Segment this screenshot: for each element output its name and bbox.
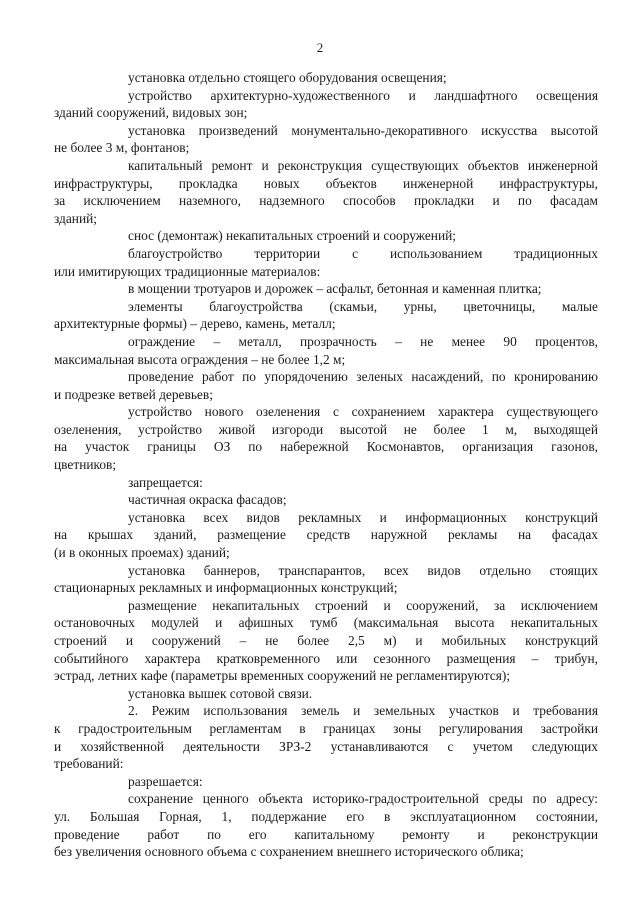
paragraph	[54, 403, 598, 473]
text-line: установка вышек сотовой связи.	[128, 685, 313, 701]
text-line: инфраструктуры, прокладка новых объектов инженерной инфраструктуры,	[54, 175, 598, 191]
text-line: не более 3 м, фонтанов;	[54, 140, 190, 156]
text-line: установка всех видов рекламных и информационных конструкций	[128, 509, 598, 525]
paragraph	[54, 87, 598, 122]
text-line: проведение работ по его капитальному ремонту и реконструкции	[54, 826, 598, 842]
text-line: элементы благоустройства (скамьи, урны, цветочницы, малые	[128, 298, 598, 314]
paragraph	[54, 790, 598, 860]
text-line: 2. Режим использования земель и земельных участков и требования	[128, 703, 598, 719]
text-line: сохранение ценного объекта историко-градостроительной среды по адресу:	[128, 791, 598, 807]
text-line: снос (демонтаж) некапитальных строений и сооружений;	[128, 228, 457, 244]
text-line: к градостроительным регламентам в границах зоны регулирования застройки	[54, 720, 598, 736]
text-line: запрещается:	[128, 474, 203, 490]
text-line: строений и сооружений – не более 2,5 м) и мобильных конструкций	[54, 633, 598, 648]
paragraph	[54, 245, 598, 280]
text-line: стационарных рекламных и информационных конструкций;	[54, 580, 398, 596]
text-line: (и в оконных проемах) зданий;	[54, 545, 230, 561]
paragraph	[91, 227, 598, 245]
text-line: устройство архитектурно-художественного и ландшафтного освещения	[128, 87, 598, 103]
paragraph	[54, 122, 598, 157]
text-line: частичная окраска фасадов;	[128, 492, 287, 508]
text-line: в мощении тротуаров и дорожек – асфальт, бетонная и каменная плитка;	[128, 281, 542, 297]
paragraph	[91, 69, 598, 87]
text-line: событийного характера кратковременного или сезонного размещения – трибун,	[54, 650, 598, 666]
text-line: и хозяйственной деятельности ЗРЗ-2 устанавливаются с учетом следующих	[54, 738, 598, 754]
text-line: ул. Большая Горная, 1, поддержание его в эксплуатационном состоянии,	[54, 808, 598, 824]
text-line: капитальный ремонт и реконструкция существующих объектов инженерной	[128, 157, 598, 173]
text-line: или имитирующих традиционные материалов:	[54, 263, 321, 279]
text-line: и подрезке ветвей деревьев;	[54, 386, 213, 402]
text-line: требований:	[54, 756, 124, 772]
paragraph	[54, 562, 598, 597]
text-line: размещение некапитальных строений и сооружений, за исключением	[128, 597, 598, 613]
text-line: установка баннеров, транспарантов, всех видов отдельно стоящих	[128, 562, 598, 578]
paragraph	[91, 474, 598, 492]
paragraph	[91, 685, 598, 703]
page-number: 2	[316, 40, 324, 55]
paragraph	[54, 333, 598, 368]
paragraph	[54, 157, 598, 227]
paragraph	[54, 298, 598, 333]
text-line: за исключением наземного, надземного способов прокладки и по фасадам	[54, 193, 598, 209]
text-line: на крышах зданий, размещение средств наружной рекламы на фасадах	[54, 527, 598, 543]
text-line: озеленения, устройство живой изгороди высотой не более 1 м, выходящей	[54, 421, 598, 437]
text-line: остановочных модулей и афишных тумб (максимальная высота некапитальных	[54, 615, 598, 631]
text-line: установка отдельно стоящего оборудования освещения;	[128, 70, 447, 85]
paragraph	[91, 491, 598, 509]
text-line: без увеличения основного объема с сохранением внешнего исторического облика;	[54, 844, 524, 860]
paragraph	[91, 280, 598, 298]
text-line: архитектурные формы) – дерево, камень, металл;	[54, 316, 336, 332]
document-body	[54, 69, 598, 861]
text-line: устройство нового озеленения с сохранением характера существующего	[128, 404, 598, 420]
text-line: на участок границы ОЗ по набережной Космонавтов, организация газонов,	[54, 439, 598, 455]
paragraph	[91, 773, 598, 791]
text-line: максимальная высота ограждения – не более 1,2 м;	[54, 351, 346, 367]
text-line: благоустройство территории с использованием традиционных	[128, 245, 598, 261]
paragraph	[54, 509, 598, 562]
text-line: зданий;	[54, 210, 98, 226]
text-line: ограждение – металл, прозрачность – не менее 90 процентов,	[128, 333, 598, 349]
paragraph	[54, 702, 598, 772]
text-line: зданий сооружений, видовых зон;	[54, 105, 248, 121]
paragraph	[54, 368, 598, 403]
text-line: цветников;	[54, 457, 117, 473]
text-line: проведение работ по упорядочению зеленых насаждений, по кронированию	[128, 369, 598, 385]
paragraph	[54, 597, 598, 685]
text-line: разрешается:	[128, 773, 203, 789]
text-line: эстрад, летних кафе (параметры временных сооружений не регламентируются);	[54, 668, 511, 684]
text-line: установка произведений монументально-декоративного искусства высотой	[128, 122, 598, 138]
